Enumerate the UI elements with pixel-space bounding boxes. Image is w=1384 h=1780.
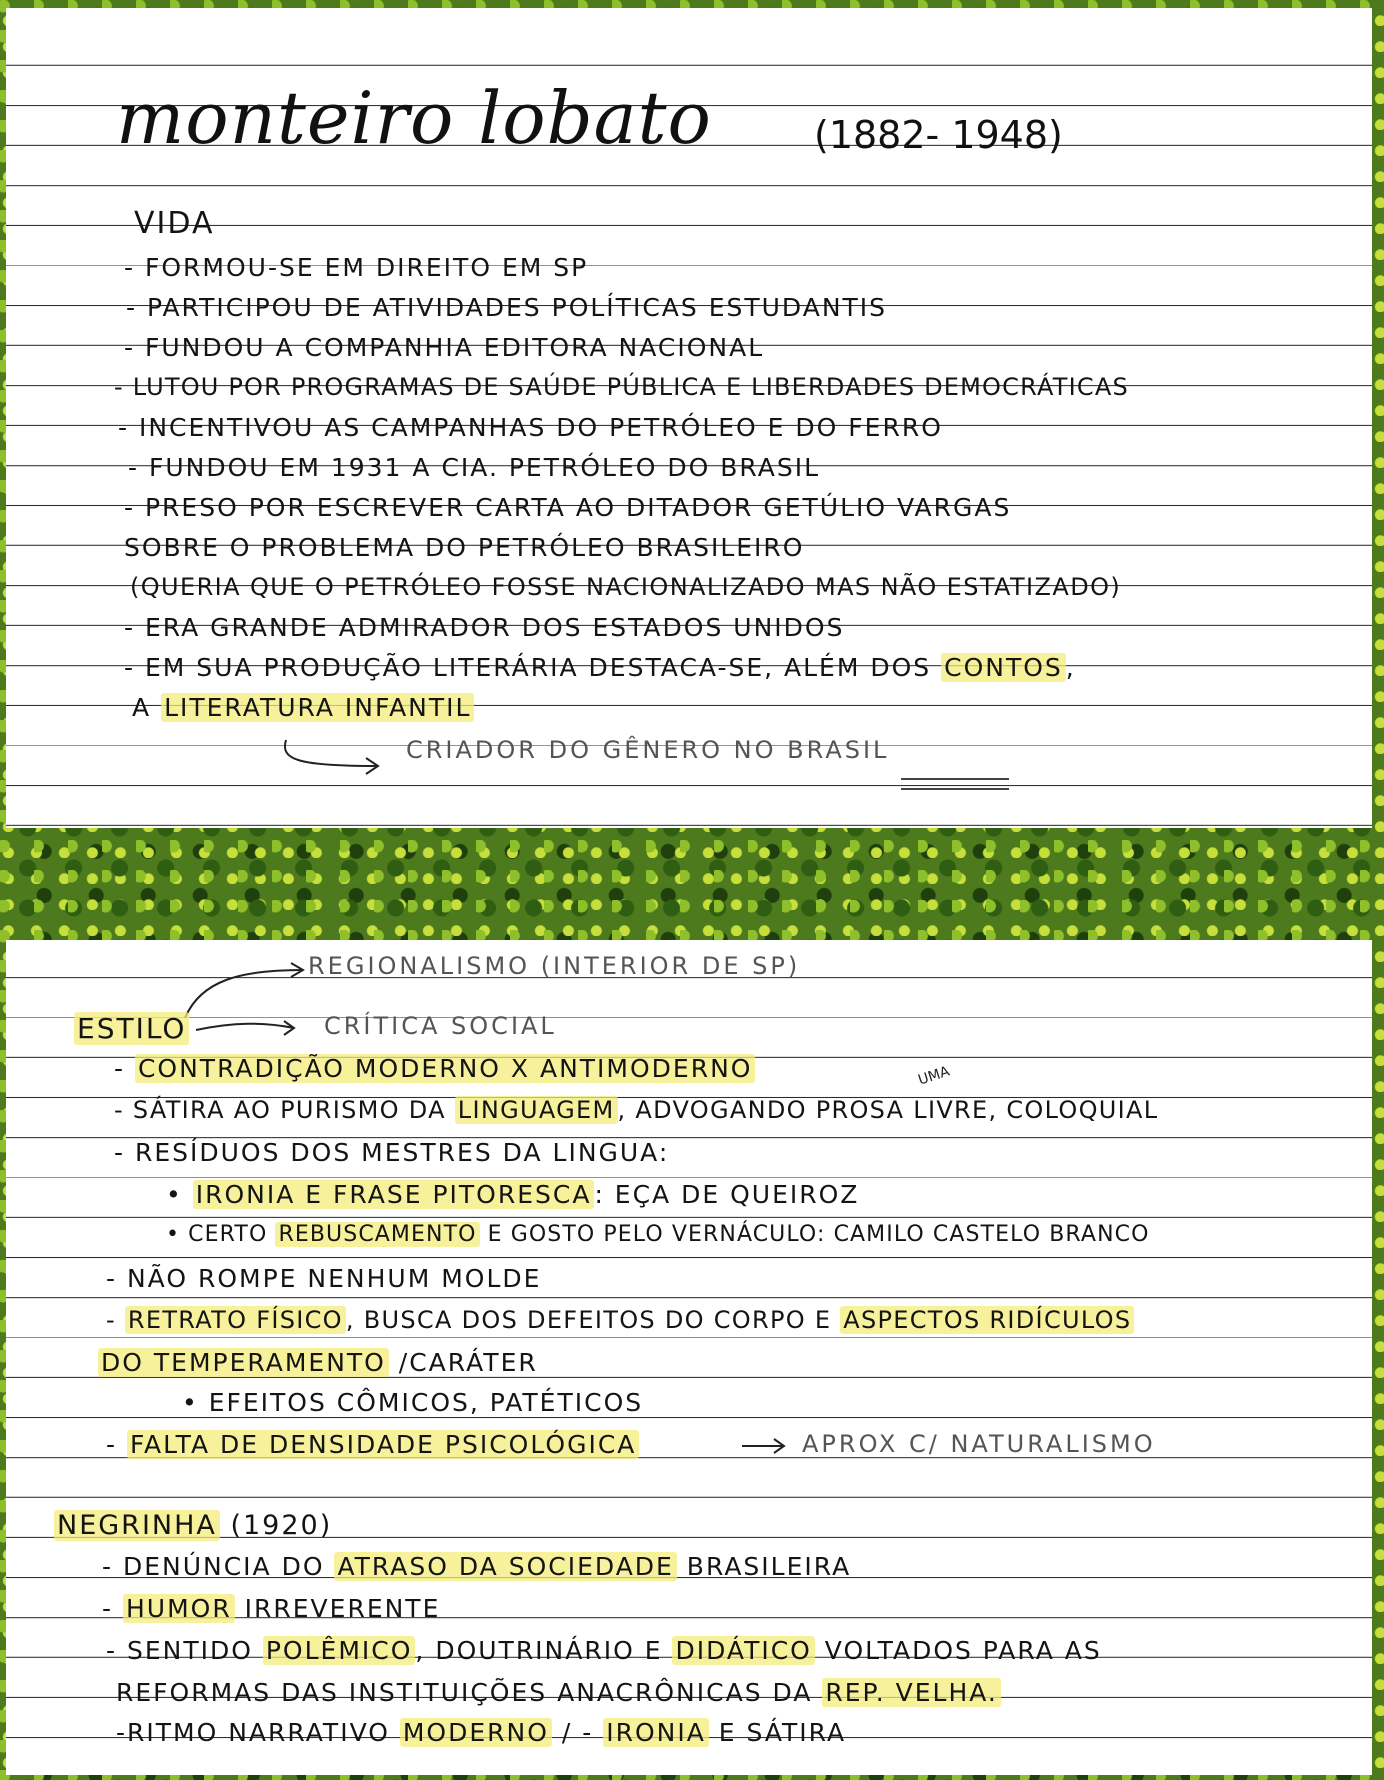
notes-card-estilo [6, 940, 1372, 1775]
text-fragment: • CERTO [166, 1222, 276, 1247]
highlight-densidade-psicologica: FALTA DE DENSIDADE PSICOLÓGICA [127, 1430, 639, 1459]
highlight-rep-velha: REP. VELHA. [822, 1678, 1000, 1707]
negrinha-item [102, 1552, 851, 1581]
efeitos-subitem: • EFEITOS CÔMICOS, PATÉTICOS [182, 1388, 644, 1417]
critica-note: CRÍTICA SOCIAL [324, 1012, 557, 1040]
text-fragment: - [102, 1594, 123, 1623]
vida-item-literatura [124, 653, 1076, 682]
vida-item: - ERA GRANDE ADMIRADOR DOS ESTADOS UNIDOS [124, 613, 845, 642]
aprox-note: APROX C/ NATURALISMO [802, 1430, 1156, 1458]
section-heading-negrinha [54, 1510, 332, 1541]
text-fragment: PROSA LIVRE, COLOQUIAL [806, 1096, 1159, 1124]
text-fragment: , DOUTRINÁRIO E [415, 1636, 673, 1665]
text-fragment: , ADVOGANDO [617, 1096, 807, 1124]
highlight-atraso: ATRASO DA SOCIEDADE [334, 1552, 676, 1581]
text-fragment: - EM SUA PRODUÇÃO LITERÁRIA DESTACA-SE, ALÉM DOS [124, 653, 942, 682]
section-heading-estilo [74, 1012, 189, 1045]
highlight-estilo: ESTILO [74, 1012, 189, 1045]
negrinha-item [106, 1636, 1102, 1665]
vida-item: - LUTOU POR PROGRAMAS DE SAÚDE PÚBLICA E LIBERDADES DEMOCRÁTICAS [114, 373, 1129, 401]
negrinha-item [102, 1594, 440, 1623]
highlight-ironia: IRONIA E FRASE PITORESCA [193, 1180, 595, 1209]
uma-insert: UMA [916, 1063, 952, 1089]
section-heading-vida: VIDA [134, 206, 215, 241]
text-fragment: , [1065, 653, 1076, 682]
title-years: (1882- 1948) [814, 113, 1063, 157]
text-fragment: -RITMO NARRATIVO [116, 1718, 400, 1747]
highlight-rebuscamento: REBUSCAMENTO [275, 1222, 479, 1247]
text-fragment: - [106, 1430, 127, 1459]
notes-card-vida [6, 8, 1372, 828]
vida-item: - FUNDOU A COMPANHIA EDITORA NACIONAL [124, 333, 765, 362]
highlight-moderno: MODERNO [400, 1718, 552, 1747]
page-title: monteiro lobato [116, 76, 712, 160]
text-fragment: BRASILEIRA [676, 1552, 852, 1581]
text-fragment: REFORMAS DAS INSTITUIÇÕES ANACRÔNICAS DA [116, 1678, 823, 1707]
highlight-contradicao: CONTRADIÇÃO MODERNO X ANTIMODERNO [135, 1054, 756, 1083]
estilo-item [106, 1306, 1134, 1334]
vida-item: - PRESO POR ESCREVER CARTA AO DITADOR GETÚLIO VARGAS [124, 493, 1012, 522]
text-fragment: /CARÁTER [388, 1348, 538, 1377]
highlight-retrato-fisico: RETRATO FÍSICO [125, 1306, 346, 1334]
vida-item: - INCENTIVOU AS CAMPANHAS DO PETRÓLEO E DO FERRO [118, 413, 943, 442]
text-fragment: VOLTADOS PARA AS [814, 1636, 1102, 1665]
negrinha-item-continuation [116, 1678, 1001, 1707]
estilo-item: - NÃO ROMPE NENHUM MOLDE [106, 1264, 542, 1293]
criador-note: CRIADOR DO GÊNERO NO BRASIL [406, 736, 890, 764]
regionalismo-note: REGIONALISMO (INTERIOR DE SP) [308, 952, 801, 980]
highlight-polemico: POLÊMICO [263, 1636, 416, 1665]
vida-item: SOBRE O PROBLEMA DO PETRÓLEO BRASILEIRO [124, 533, 805, 562]
highlight-temperamento: DO TEMPERAMENTO [98, 1348, 389, 1377]
estilo-item-continuation [98, 1348, 538, 1377]
estilo-item: - RESÍDUOS DOS MESTRES DA LINGUA: [114, 1138, 670, 1167]
text-fragment: : EÇA DE QUEIROZ [594, 1180, 860, 1209]
highlight-didatico: DIDÁTICO [672, 1636, 814, 1665]
highlight-contos: CONTOS [941, 653, 1066, 682]
text-fragment: , BUSCA DOS DEFEITOS DO CORPO E [345, 1306, 841, 1334]
vida-item: - PARTICIPOU DE ATIVIDADES POLÍTICAS ESTUDANTIS [126, 293, 888, 322]
text-fragment: - SÁTIRA AO PURISMO DA [114, 1096, 455, 1124]
text-fragment: - [106, 1306, 125, 1334]
text-fragment: / - [551, 1718, 604, 1747]
residuo-subitem [166, 1180, 859, 1209]
text-fragment: - SENTIDO [106, 1636, 263, 1665]
text-fragment: E GOSTO PELO VERNÁCULO: CAMILO CASTELO BRANCO [479, 1222, 1150, 1247]
text-fragment: IRREVERENTE [234, 1594, 441, 1623]
vida-item: - FUNDOU EM 1931 A CIA. PETRÓLEO DO BRASIL [128, 453, 821, 482]
bullet-icon: • [166, 1180, 193, 1209]
text-fragment: A [132, 693, 162, 722]
highlight-negrinha: NEGRINHA [54, 1510, 220, 1541]
negrinha-item [116, 1718, 846, 1747]
estilo-item [106, 1430, 639, 1459]
vida-item: - FORMOU-SE EM DIREITO EM SP [124, 253, 589, 282]
residuo-subitem [166, 1222, 1150, 1247]
highlight-ironia-final: IRONIA [603, 1718, 709, 1747]
vida-item-literatura-infantil [132, 693, 474, 722]
estilo-item [114, 1054, 755, 1083]
text-fragment: - [114, 1054, 135, 1083]
text-fragment: - DENÚNCIA DO [102, 1552, 335, 1581]
highlight-linguagem: LINGUAGEM [455, 1096, 618, 1124]
text-fragment: (1920) [219, 1510, 333, 1541]
text-fragment: E SÁTIRA [708, 1718, 847, 1747]
vida-item: (QUERIA QUE O PETRÓLEO FOSSE NACIONALIZADO MAS NÃO ESTATIZADO) [130, 573, 1122, 601]
highlight-literatura-infantil: LITERATURA INFANTIL [161, 693, 474, 722]
highlight-aspectos-ridiculos: ASPECTOS RIDÍCULOS [840, 1306, 1134, 1334]
highlight-humor: HUMOR [123, 1594, 235, 1623]
estilo-item [114, 1096, 1158, 1124]
double-underline [901, 778, 1009, 790]
